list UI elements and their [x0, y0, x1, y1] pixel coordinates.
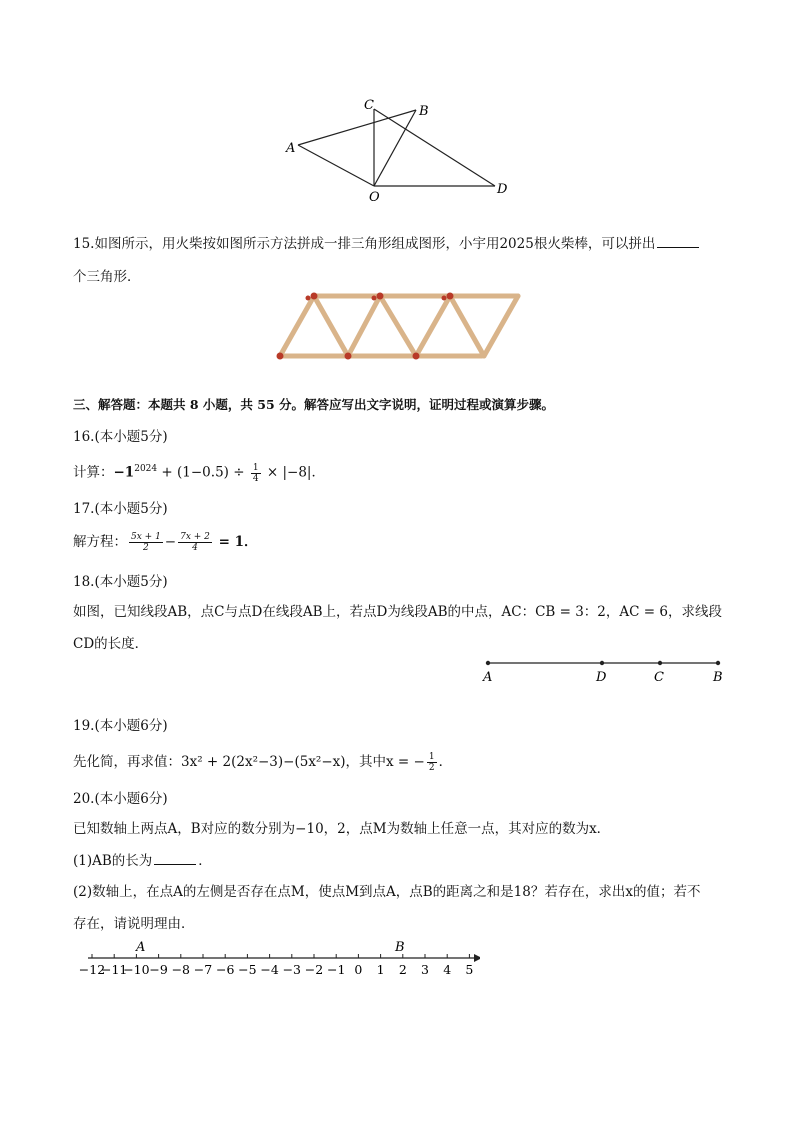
q18-line2: CD的长度． [73, 636, 149, 652]
q19-header: 19.(本小题6分) [73, 718, 168, 734]
geometry-figure [280, 95, 520, 210]
numberline-label-A: A [136, 940, 146, 955]
point-label-A: A [286, 141, 296, 156]
numberline-tick-label: −11 [101, 962, 128, 977]
point-label-O: O [369, 190, 380, 205]
numberline-tick-label: −3 [282, 962, 302, 977]
point-label-C: C [364, 98, 374, 113]
q18-header: 18.(本小题5分) [73, 574, 168, 590]
numberline-tick-label: −6 [215, 962, 235, 977]
q17-equation: 解方程： $\frac{5x + 1}{2}$ − $\frac{7x + 2}{4}$ = 1． [73, 532, 258, 553]
seg-label-B: B [713, 670, 723, 685]
numberline-tick-label: −8 [171, 962, 191, 977]
q20-part1: (1)AB的长为 ． [73, 853, 212, 869]
numberline-tick-label: −7 [193, 962, 213, 977]
numberline-tick-label: 1 [376, 962, 385, 977]
q17-header: 17.(本小题5分) [73, 501, 168, 517]
matchstick-figure [270, 288, 530, 364]
q20-header: 20.(本小题6分) [73, 791, 168, 807]
q20-line1: 已知数轴上两点A，B对应的数分别为−10，2，点M为数轴上任意一点，其对应的数为x． [73, 821, 611, 837]
seg-label-C: C [654, 670, 664, 685]
numberline-tick-label: 2 [398, 962, 407, 977]
numberline-tick-label: −12 [78, 962, 106, 977]
numberline-label-B: B [395, 940, 405, 955]
numberline-tick-label: −10 [123, 962, 150, 977]
numberline-tick-label: −1 [326, 962, 346, 977]
section-title: 三、解答题：本题共 8 小题，共 55 分。解答应写出文字说明，证明过程或演算步骤。 [73, 397, 555, 412]
q20-part2-line2: 存在，请说明理由． [73, 916, 195, 932]
q19-expression: 先化简，再求值：3x² + 2(2x²−3)−(5x²−x)，其中x = − $\frac{1}{2}$ ． [73, 752, 453, 773]
answer-blank-ab [154, 852, 196, 865]
segment-figure [478, 655, 728, 685]
answer-blank [657, 235, 699, 248]
numberline-tick-label: 3 [421, 962, 429, 977]
numberline-tick-label: −9 [149, 962, 168, 977]
number-line [70, 938, 480, 978]
point-label-B: B [419, 104, 429, 119]
numberline-tick-label: −4 [260, 962, 279, 977]
q15-text: 15.如图所示，用火柴按如图所示方法拼成一排三角形组成图形，小宇用2025根火柴棒，可以拼出 [73, 236, 656, 252]
numberline-tick-label: 0 [354, 962, 363, 977]
seg-label-A: A [483, 670, 493, 685]
numberline-tick-label: −5 [238, 962, 257, 977]
numberline-tick-label: 5 [465, 962, 474, 977]
numberline-tick-label: −2 [304, 962, 324, 977]
seg-label-D: D [596, 670, 607, 685]
numberline-tick-label: 4 [443, 962, 452, 977]
q15-line2: 个三角形． [73, 269, 141, 285]
point-label-D: D [497, 182, 508, 197]
q16-header: 16.(本小题5分) [73, 429, 168, 445]
q18-line1: 如图，已知线段AB，点C与点D在线段AB上，若点D为线段AB的中点，AC：CB = 3：2，AC = 6，求线段 [73, 604, 722, 620]
q16-expression: 计算：$-1^{2024} + (1-0.5)$ ÷ $\frac{1}{4}$ × |−8|． [73, 462, 325, 484]
q15-line1 [73, 235, 701, 253]
q20-part2-line1: (2)数轴上，在点A的左侧是否存在点M，使点M到点A，点B的距离之和是18？若存在，求出x的值；若不 [73, 884, 701, 900]
